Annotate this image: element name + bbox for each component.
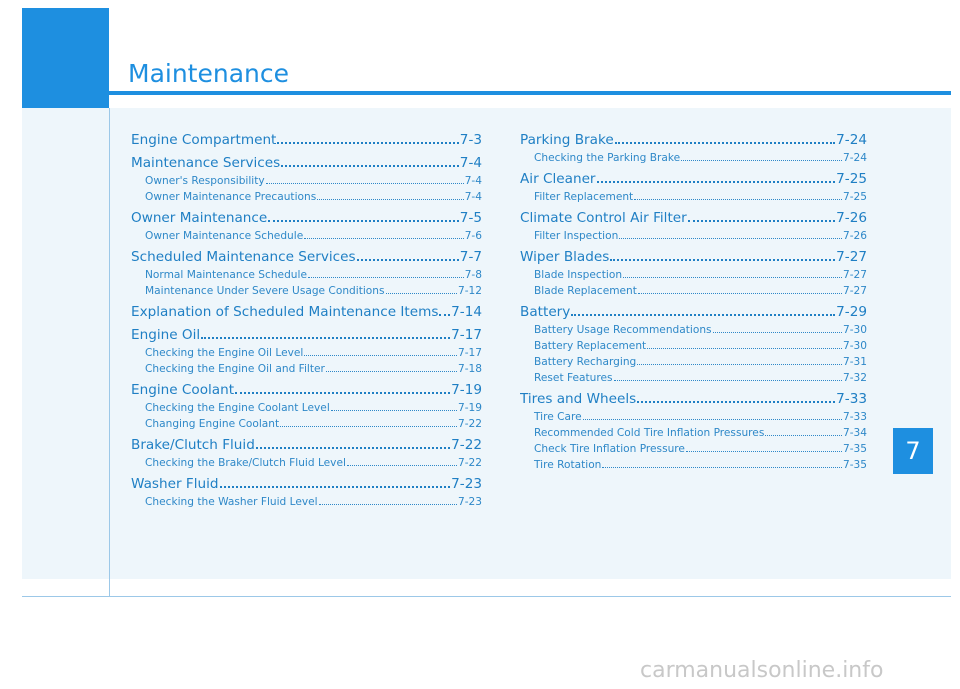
dot-leader: [357, 259, 459, 261]
title-underline: [109, 91, 951, 95]
dot-leader: [681, 160, 842, 161]
toc-entry-page: 7-32: [842, 372, 867, 384]
toc-entry-label: Check Tire Inflation Pressure: [534, 443, 685, 455]
chapter-tab[interactable]: 7: [893, 428, 933, 474]
dot-leader: [331, 410, 457, 411]
toc-entry-label: Washer Fluid: [131, 476, 219, 492]
toc-entry-page: 7-31: [842, 356, 867, 368]
toc-entry-label: Battery Recharging: [534, 356, 637, 368]
toc-entry-label: Owner Maintenance: [131, 210, 268, 226]
dot-leader: [602, 467, 842, 468]
toc-entry-label: Owner's Responsibility: [145, 175, 265, 187]
toc-entry-page: 7-4: [459, 155, 482, 171]
toc-subentry[interactable]: [520, 423, 867, 439]
margin-divider: [109, 108, 110, 596]
dot-leader: [647, 348, 842, 349]
toc-entry-label: Owner Maintenance Precautions: [145, 191, 317, 203]
toc-entry-label: Blade Replacement: [534, 285, 637, 297]
toc-entry[interactable]: [520, 386, 867, 407]
toc-entry-label: Explanation of Scheduled Maintenance Items: [131, 304, 439, 320]
toc-entry-page: 7-17: [451, 327, 482, 343]
toc-entry-page: 7-5: [459, 210, 482, 226]
toc-subentry[interactable]: [520, 352, 867, 368]
toc-entry-label: Blade Inspection: [534, 269, 623, 281]
toc-column-right: [520, 125, 867, 471]
toc-entry-page: 7-17: [457, 347, 482, 359]
toc-entry[interactable]: [131, 322, 482, 343]
toc-entry[interactable]: [131, 471, 482, 492]
toc-entry-page: 7-23: [457, 496, 482, 508]
toc-entry-page: 7-27: [836, 249, 867, 265]
dot-leader: [304, 238, 463, 239]
toc-subentry[interactable]: [131, 453, 482, 469]
toc-entry-label: Checking the Engine Oil and Filter: [145, 363, 325, 375]
watermark: carmanualsonline.info: [640, 658, 884, 683]
toc-subentry[interactable]: [131, 281, 482, 297]
toc-entry-page: 7-3: [459, 132, 482, 148]
toc-entry-page: 7-19: [457, 402, 482, 414]
toc-entry-label: Scheduled Maintenance Services: [131, 249, 356, 265]
toc-entry-page: 7-33: [842, 411, 867, 423]
toc-entry-label: Filter Replacement: [534, 191, 634, 203]
toc-subentry[interactable]: [131, 171, 482, 187]
toc-entry-label: Owner Maintenance Schedule: [145, 230, 304, 242]
toc-entry-label: Recommended Cold Tire Inflation Pressures: [534, 427, 765, 439]
toc-entry[interactable]: [520, 127, 867, 148]
toc-entry-page: 7-34: [842, 427, 867, 439]
toc-subentry[interactable]: [520, 226, 867, 242]
dot-leader: [610, 259, 835, 261]
dot-leader: [220, 486, 451, 488]
toc-entry-page: 7-4: [464, 175, 482, 187]
toc-entry-page: 7-35: [842, 443, 867, 455]
toc-entry[interactable]: [131, 432, 482, 453]
toc-entry-page: 7-12: [457, 285, 482, 297]
toc-entry-label: Battery Replacement: [534, 340, 647, 352]
toc-subentry[interactable]: [520, 265, 867, 281]
toc-entry-label: Checking the Engine Oil Level: [145, 347, 304, 359]
toc-subentry[interactable]: [131, 414, 482, 430]
dot-leader: [304, 355, 457, 356]
toc-entry-page: 7-7: [459, 249, 482, 265]
dot-leader: [637, 401, 835, 403]
toc-entry-page: 7-30: [842, 340, 867, 352]
toc-entry-page: 7-22: [457, 457, 482, 469]
toc-entry-page: 7-22: [451, 437, 482, 453]
toc-entry-page: 7-30: [842, 324, 867, 336]
toc-entry-label: Battery Usage Recommendations: [534, 324, 712, 336]
toc-entry-label: Wiper Blades: [520, 249, 610, 265]
dot-leader: [439, 314, 450, 316]
toc-entry[interactable]: [520, 299, 867, 320]
dot-leader: [571, 314, 835, 316]
toc-subentry[interactable]: [520, 439, 867, 455]
dot-leader: [201, 337, 450, 339]
toc-subentry[interactable]: [131, 398, 482, 414]
toc-entry-page: 7-27: [842, 269, 867, 281]
toc-entry-label: Engine Oil: [131, 327, 201, 343]
toc-subentry[interactable]: [131, 265, 482, 281]
toc-entry-page: 7-33: [836, 391, 867, 407]
toc-column-left: [131, 125, 482, 508]
toc-entry-page: 7-8: [464, 269, 482, 281]
toc-entry-label: Brake/Clutch Fluid: [131, 437, 255, 453]
toc-entry-label: Parking Brake: [520, 132, 614, 148]
toc-entry-page: 7-4: [464, 191, 482, 203]
toc-entry-page: 7-29: [836, 304, 867, 320]
toc-entry-label: Checking the Engine Coolant Level: [145, 402, 330, 414]
page-title: Maintenance: [128, 59, 289, 88]
toc-entry[interactable]: [520, 166, 867, 187]
dot-leader: [634, 199, 842, 200]
dot-leader: [623, 277, 842, 278]
toc-entry-page: 7-24: [836, 132, 867, 148]
dot-leader: [615, 142, 835, 144]
toc-entry-label: Tires and Wheels: [520, 391, 637, 407]
toc-entry-label: Battery: [520, 304, 571, 320]
dot-leader: [686, 451, 842, 452]
toc-subentry[interactable]: [520, 336, 867, 352]
toc-entry-label: Tire Care: [534, 411, 582, 423]
toc-entry-page: 7-25: [836, 171, 867, 187]
toc-entry[interactable]: [131, 377, 482, 398]
toc-entry[interactable]: [131, 205, 482, 226]
dot-leader: [281, 165, 459, 167]
toc-entry-label: Engine Compartment: [131, 132, 277, 148]
toc-entry-page: 7-23: [451, 476, 482, 492]
dot-leader: [347, 465, 457, 466]
dot-leader: [277, 142, 458, 144]
toc-subentry[interactable]: [520, 320, 867, 336]
dot-leader: [614, 380, 842, 381]
toc-entry-label: Filter Inspection: [534, 230, 619, 242]
toc-entry-page: 7-22: [457, 418, 482, 430]
toc-entry-label: Checking the Brake/Clutch Fluid Level: [145, 457, 346, 469]
toc-entry[interactable]: [520, 205, 867, 226]
toc-subentry[interactable]: [131, 359, 482, 375]
dot-leader: [619, 238, 842, 239]
toc-entry[interactable]: [131, 244, 482, 265]
toc-entry-page: 7-6: [464, 230, 482, 242]
dot-leader: [637, 364, 842, 365]
dot-leader: [319, 504, 457, 505]
toc-entry-page: 7-24: [842, 152, 867, 164]
dot-leader: [326, 371, 457, 372]
toc-entry-label: Changing Engine Coolant: [145, 418, 280, 430]
dot-leader: [308, 277, 464, 278]
toc-entry-label: Reset Features: [534, 372, 613, 384]
toc-entry[interactable]: [520, 244, 867, 265]
toc-subentry[interactable]: [131, 492, 482, 508]
toc-entry-label: Engine Coolant: [131, 382, 235, 398]
toc-entry-label: Climate Control Air Filter: [520, 210, 687, 226]
toc-subentry[interactable]: [131, 226, 482, 242]
toc-entry-page: 7-27: [842, 285, 867, 297]
toc-entry-label: Air Cleaner: [520, 171, 596, 187]
toc-subentry[interactable]: [131, 343, 482, 359]
toc-entry-label: Maintenance Under Severe Usage Conditions: [145, 285, 385, 297]
dot-leader: [256, 447, 450, 449]
toc-entry-label: Checking the Washer Fluid Level: [145, 496, 318, 508]
toc-entry-label: Checking the Parking Brake: [534, 152, 681, 164]
dot-leader: [638, 293, 842, 294]
header-color-block: [22, 8, 109, 108]
dot-leader: [235, 392, 450, 394]
toc-entry-page: 7-26: [836, 210, 867, 226]
toc-entry-page: 7-26: [842, 230, 867, 242]
bottom-divider: [22, 596, 951, 597]
toc-subentry[interactable]: [131, 187, 482, 203]
toc-entry[interactable]: [131, 299, 482, 320]
toc-entry[interactable]: [131, 127, 482, 148]
dot-leader: [583, 419, 842, 420]
dot-leader: [688, 220, 835, 222]
dot-leader: [268, 220, 459, 222]
dot-leader: [765, 435, 842, 436]
dot-leader: [597, 181, 836, 183]
dot-leader: [266, 183, 464, 184]
toc-entry-page: 7-25: [842, 191, 867, 203]
dot-leader: [280, 426, 457, 427]
toc-subentry[interactable]: [520, 148, 867, 164]
dot-leader: [386, 293, 457, 294]
toc-entry-label: Tire Rotation: [534, 459, 602, 471]
dot-leader: [713, 332, 842, 333]
toc-entry-label: Maintenance Services: [131, 155, 281, 171]
toc-subentry[interactable]: [520, 455, 867, 471]
toc-entry-page: 7-19: [451, 382, 482, 398]
toc-subentry[interactable]: [520, 187, 867, 203]
toc-entry-page: 7-35: [842, 459, 867, 471]
toc-subentry[interactable]: [520, 281, 867, 297]
toc-entry-label: Normal Maintenance Schedule: [145, 269, 307, 281]
toc-entry-page: 7-18: [457, 363, 482, 375]
toc-subentry[interactable]: [520, 407, 867, 423]
toc-entry[interactable]: [131, 150, 482, 171]
toc-entry-page: 7-14: [451, 304, 482, 320]
dot-leader: [317, 199, 463, 200]
toc-subentry[interactable]: [520, 368, 867, 384]
